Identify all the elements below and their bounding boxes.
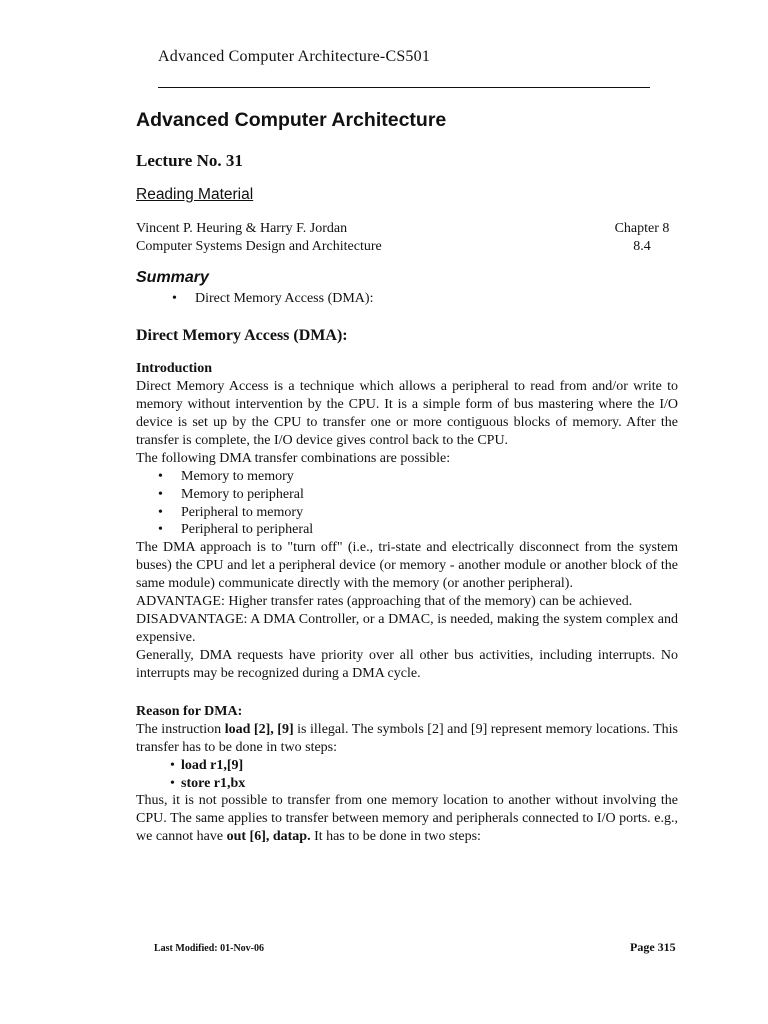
summary-list (136, 290, 678, 308)
list-item: • Memory to memory (136, 468, 678, 486)
reason-paragraph-2 (136, 792, 678, 846)
lecture-number: Lecture No. 31 (136, 151, 243, 170)
reason-text: is illegal. The symbols [2] and [9] represent memory locations. This transfer has to be done in two steps: (136, 722, 679, 756)
document-title: Advanced Computer Architecture (136, 109, 447, 131)
section-title: Direct Memory Access (DMA): (136, 327, 348, 344)
list-item: • Memory to peripheral (136, 486, 678, 504)
page-content (136, 106, 678, 846)
list-item: • Peripheral to memory (136, 504, 678, 522)
reference-source: Computer Systems Design and Architecture (136, 239, 382, 254)
summary-item: • Direct Memory Access (DMA): (136, 290, 678, 308)
reason-text: The instruction (136, 722, 225, 738)
reason-text: Thus, it is not possible to transfer from one memory location to another without involving the CPU. The same applies to transfer between memory and peripherals connected to I/O ports. e.g., we cannot have (136, 793, 678, 845)
introduction-heading: Introduction (136, 361, 212, 376)
combinations-lead: The following DMA transfer combinations are possible: (136, 451, 451, 466)
footer-last-modified: Last Modified: 01-Nov-06 (154, 943, 264, 954)
introduction-paragraph: Direct Memory Access is a technique which allows a peripheral to read from and/or write to memory without intervention by the CPU. It is a simple form of bus mastering where the I/O device is set up by the CPU to transfer one or more contiguous blocks of memory. After the transfer is complete, the I/O device gives control back to the CPU. (136, 379, 678, 448)
reference-block (136, 220, 678, 256)
reading-material-heading: Reading Material (136, 186, 254, 203)
reason-heading: Reason for DMA: (136, 704, 243, 720)
footer-page-number: Page 315 (630, 940, 676, 954)
approach-paragraph: The DMA approach is to "turn off" (i.e., tri-state and electrically disconnect from the system buses) the CPU and let a peripheral device (or memory - another module or another block of the same module) communicate directly with the memory (or another peripheral). (136, 540, 678, 592)
instruction-code: out [6], datap. (226, 829, 311, 845)
instruction-code: load [2], [9] (224, 722, 294, 738)
combinations-list (136, 468, 678, 539)
reference-source: Vincent P. Heuring & Harry F. Jordan (136, 221, 348, 236)
advantage-paragraph: ADVANTAGE: Higher transfer rates (approaching that of the memory) can be achieved. (136, 594, 633, 610)
priority-paragraph: Generally, DMA requests have priority over all other bus activities, including interrupts. No interrupts may be recognized during a DMA cycle. (136, 648, 678, 682)
reason-paragraph-1 (136, 721, 678, 757)
step-item: • load r1,[9] (136, 757, 678, 775)
reason-text: It has to be done in two steps: (310, 829, 481, 845)
list-item: • Peripheral to peripheral (136, 521, 678, 539)
disadvantage-paragraph: DISADVANTAGE: A DMA Controller, or a DMAC, is needed, making the system complex and expensive. (136, 612, 678, 646)
reference-chapter: Chapter 8 (614, 221, 670, 236)
reference-row (136, 220, 678, 238)
header-rule (158, 87, 650, 88)
reference-section: 8.4 (633, 239, 651, 254)
step-item: • store r1,bx (136, 775, 678, 793)
reference-row (136, 238, 678, 256)
summary-heading: Summary (136, 269, 209, 286)
steps-list (136, 757, 678, 792)
running-header: Advanced Computer Architecture-CS501 (158, 48, 431, 65)
